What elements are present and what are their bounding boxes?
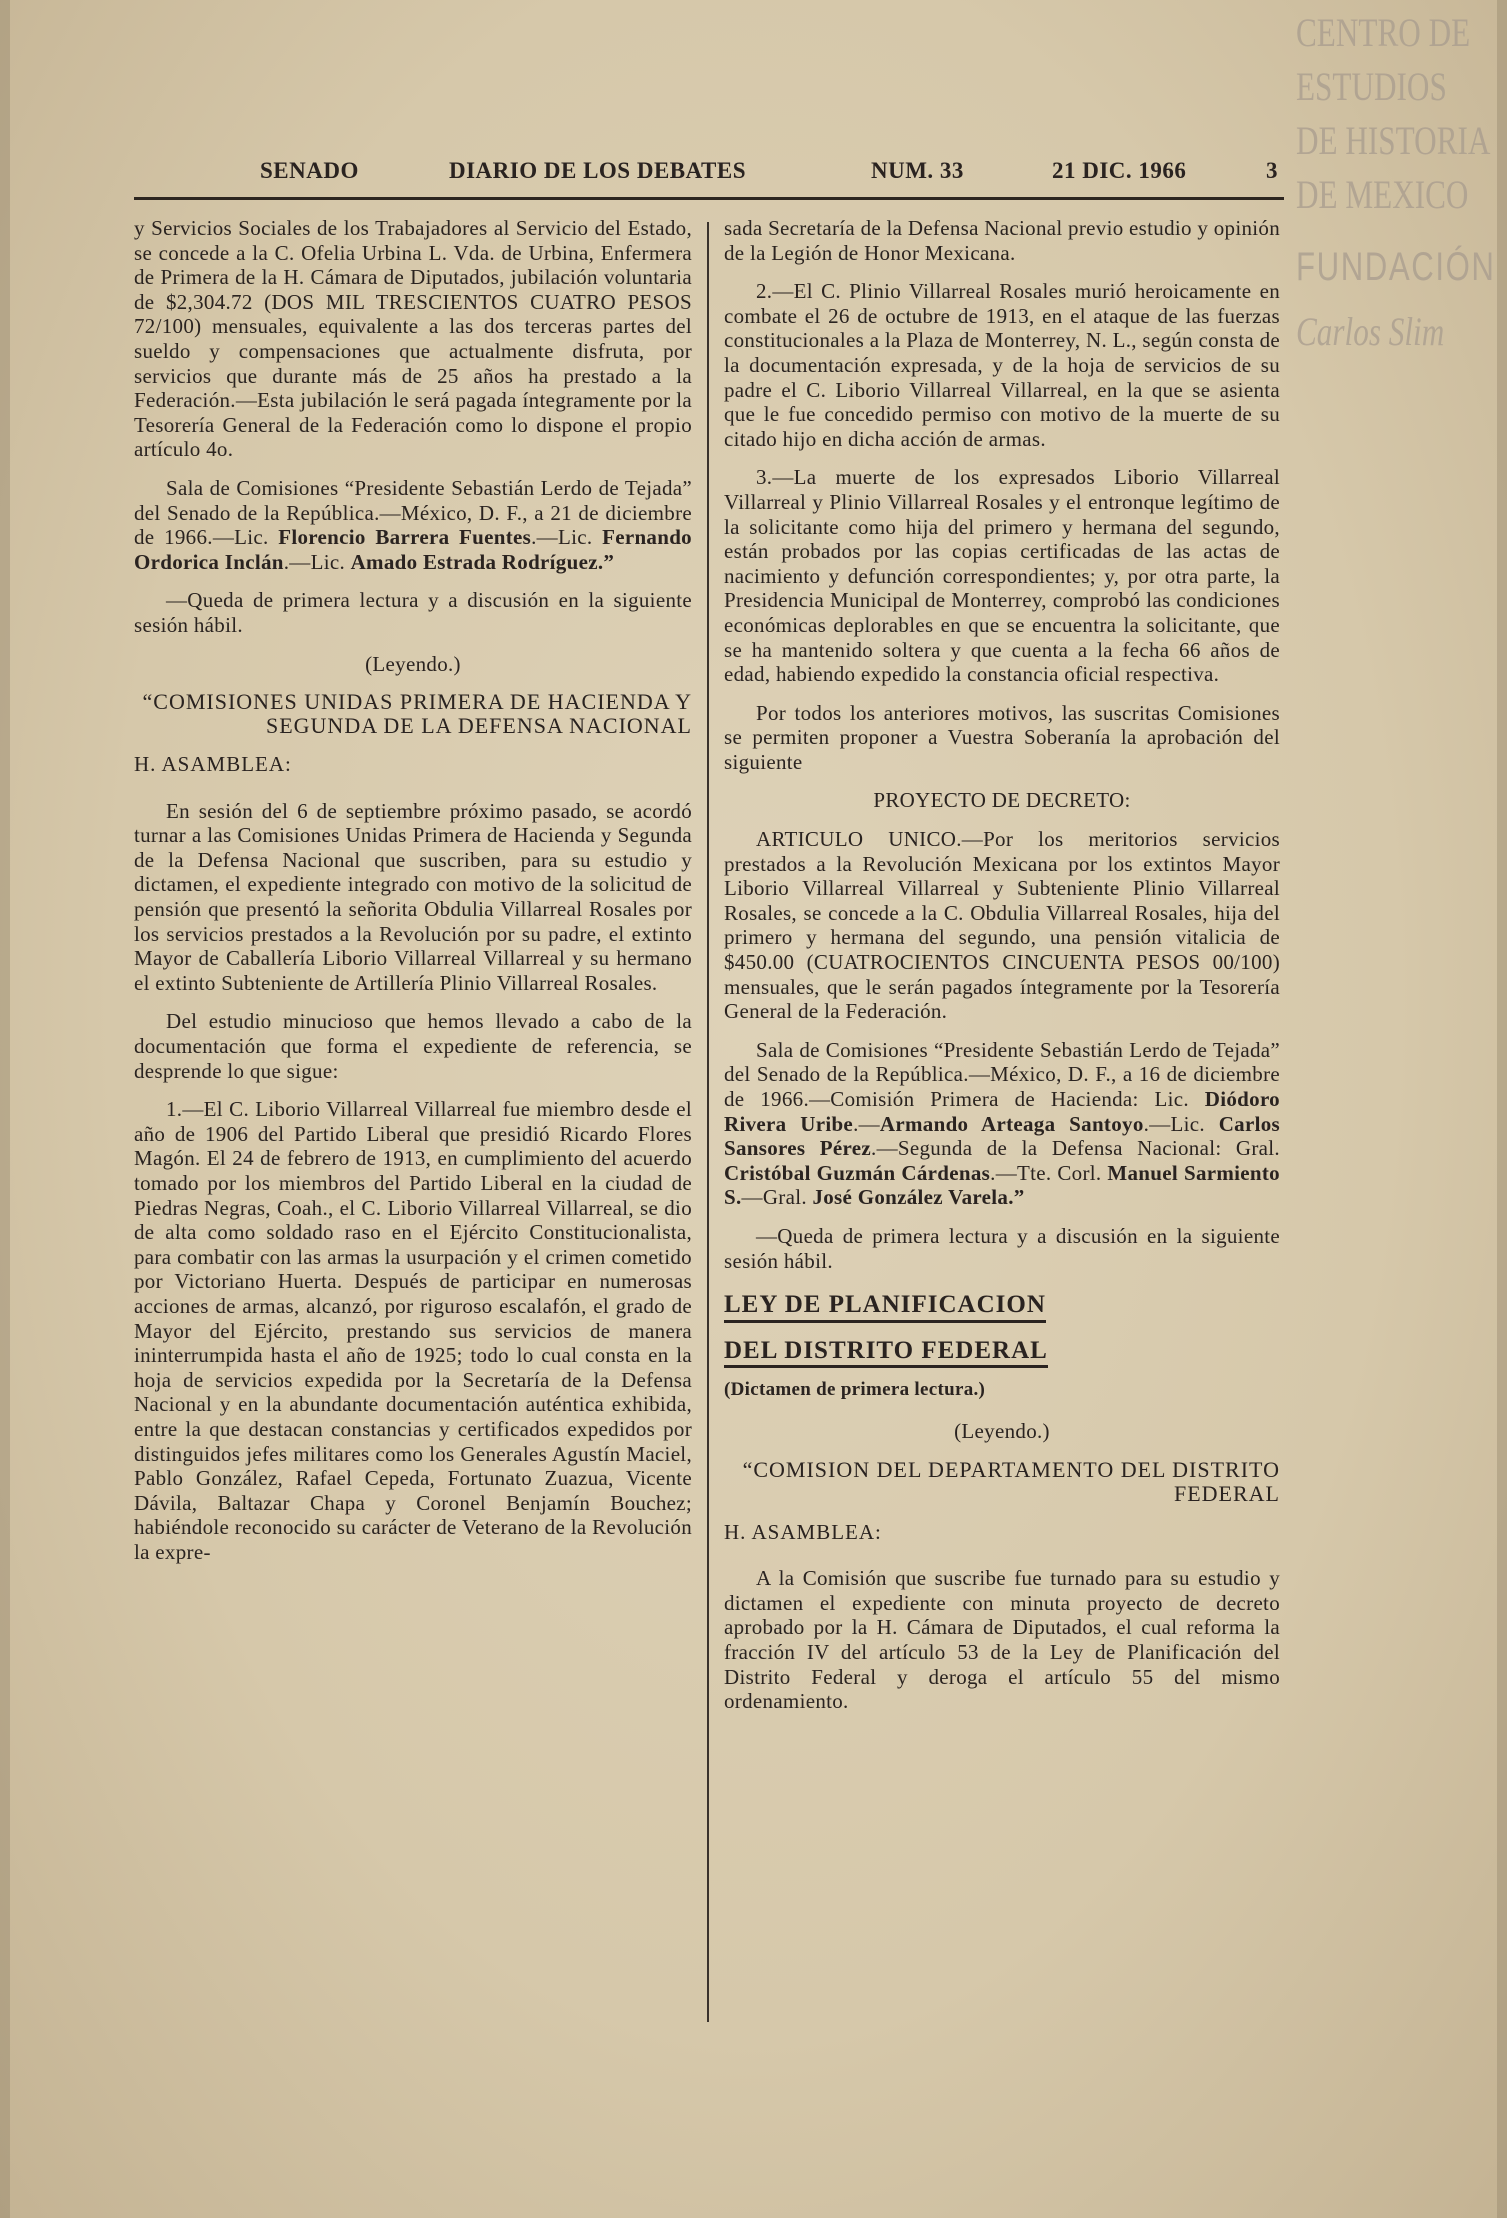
watermark-line: ESTUDIOS (1296, 64, 1447, 109)
header-title: DIARIO DE LOS DEBATES (449, 158, 747, 183)
signatory-name: Florencio Barrera Fuentes (278, 525, 532, 550)
signatory-name: Diódoro Rivera Uribe (724, 1087, 1280, 1136)
text-run: Del estudio minucioso que hemos llevado a cabo de la documentación que forma el expediente de referencia, se desprende lo que sigue: (134, 1009, 692, 1083)
text-run: Sala de Comisiones “Presidente Sebastián Lerdo de Tejada” del Senado de la República.—México, D. F., a 16 de diciembre de 1966.—Comisión Primera de Hacienda: Lic. (724, 1037, 1280, 1111)
text-run: (Dictamen de primera lectura.) (724, 1379, 986, 1401)
signatory-name: Manuel Sarmiento S. (724, 1160, 1280, 1210)
watermark-centro (1296, 6, 1490, 222)
text-run: .—Segunda de la Defensa Nacional: Gral. (871, 1136, 1280, 1161)
page-edge-left (0, 0, 10, 2218)
watermark-line: DE HISTORIA (1296, 118, 1491, 163)
text-run: (Leyendo.) (954, 1418, 1050, 1443)
text-run: 3.—La muerte de los expresados Liborio Villarreal Villarreal y Plinio Villarreal Rosales y el entronque legítimo de la solicitante como hija del primero y hermana del segundo, están probados por las copias certificadas de las actas de nacimiento y defunción correspondientes; y, por otra parte, la Presidencia Municipal de Monterrey, comprobó las condiciones económicas deplorables en que se encuentra la solicitante, que se ha mantenido soltera y que cuenta a la fecha 66 años de edad, habiendo expedido la constancia oficial respectiva. (724, 465, 1280, 687)
text-run: .—Lic. (283, 549, 351, 574)
paragraph (134, 588, 692, 637)
centered-note (724, 1419, 1280, 1444)
text-run: —Gral. (741, 1185, 813, 1210)
salutation (134, 752, 692, 777)
text-run: 1.—El C. Liborio Villarreal Villarreal fue miembro desde el año de 1906 del Partido Liberal que presidió Ricardo Flores Magón. El 24 de febrero de 1913, en cumplimiento del acuerdo tomado por los miembros del Partido Liberal en la ciudad de Piedras Negras, Coah., el C. Liborio Villarreal Villarreal, se dio de alta como soldado raso en el Ejército Constitucionalista, para combatir con las armas la usurpación y el crimen cometido por Victoriano Huerta. Después de participar en numerosas acciones de armas, alcanzó, por riguroso escalafón, el grado de Mayor del Ejército, prestando sus servicios de manera ininterrumpida hasta el año de 1925; todo lo cual consta en la hoja de servicios expedida por la Secretaría de la Defensa Nacional y en la abundante documentación auténtica exhibida, entre la que destacan constancias y certificados expedidos por distinguidos jefes militares como los Generales Agustín Maciel, Pablo González, Rafael Cepeda, Fortunato Zuazua, Vicente Dávila, Baltazar Chapa y Coronel Benjamín Bouchez; habiéndole reconocido su carácter de Veterano de la Revolución la expre- (134, 1097, 692, 1564)
text-run: —Queda de primera lectura y a discusión en la siguiente sesión hábil. (724, 1223, 1280, 1273)
centered-note (134, 652, 692, 677)
signatory-name: Amado Estrada Rodríguez.” (350, 549, 615, 574)
header-chamber: SENADO (260, 158, 359, 183)
text-run: PROYECTO DE DECRETO: (873, 788, 1131, 813)
signatory-name: Fernando Ordorica Inclán (134, 525, 692, 574)
watermark-fundacion: FUNDACIÓN (1296, 245, 1496, 289)
signatory-name: Cristóbal Guzmán Cárdenas (724, 1160, 991, 1185)
paragraph (724, 216, 1280, 265)
watermark-line: DE MEXICO (1296, 172, 1469, 217)
law-title (724, 1333, 1280, 1379)
text-run: 2.—El C. Plinio Villarreal Rosales murió heroicamente en combate el 26 de octubre de 1913, en el ataque de las fuerzas constitucionales a la Plaza de Monterrey, N. L., según consta de la documentación expresada, y de la hoja de servicios de su padre el C. Liborio Villarreal Villarreal, en la que se asienta que le fue concedido permiso con motivo de la muerte de su citado hijo en dicha acción de armas. (724, 279, 1280, 451)
text-run: LEY DE PLANIFICACION (724, 1291, 1046, 1319)
text-run: ARTICULO UNICO.—Por los meritorios servicios prestados a la Revolución Mexicana por los extintos Mayor Liborio Villarreal Villarreal y Subteniente Plinio Villarreal Rosales, se concede a la C. Obdulia Villarreal Rosales, hija del primero y hermana del segundo, una pensión vitalicia de $450.00 (CUATROCIENTOS CINCUENTA PESOS 00/100) mensuales, que le serán pagados íntegramente por la Tesorería General de la Federación. (724, 827, 1280, 1024)
text-run: Por todos los anteriores motivos, las suscritas Comisiones se permiten proponer a Vuestra Soberanía la aprobación del siguiente (724, 700, 1280, 774)
paragraph (134, 1097, 692, 1564)
text-run: —Queda de primera lectura y a discusión en la siguiente sesión hábil. (134, 588, 692, 637)
paragraph (724, 1038, 1280, 1210)
salutation (724, 1520, 1280, 1545)
watermark-line: CENTRO DE (1296, 10, 1471, 55)
paragraph (724, 1566, 1280, 1714)
signatory-name: Armando Arteaga Santoyo (879, 1111, 1144, 1136)
section-heading (134, 690, 692, 738)
paragraph (724, 827, 1280, 1024)
page-edge-right (1497, 0, 1507, 2218)
text-run: Sala de Comisiones “Presidente Sebastián Lerdo de Tejada” del Senado de la República.—México, D. F., a 21 de diciembre de 1966.—Lic. (134, 475, 692, 550)
header-date: 21 DIC. 1966 (1052, 158, 1187, 183)
law-title (724, 1287, 1280, 1333)
paragraph (724, 1224, 1280, 1273)
column-divider (707, 222, 709, 2022)
header-page-number: 3 (1266, 158, 1278, 183)
text-run: DEL DISTRITO FEDERAL (724, 1336, 1048, 1364)
section-heading (724, 1458, 1280, 1506)
text-run: A la Comisión que suscribe fue turnado para su estudio y dictamen el expediente con minuta proyecto de decreto aprobado por la H. Cámara de Diputados, el cual reforma la fracción IV del artículo 53 de la Ley de Planificación del Distrito Federal y deroga el artículo 55 del mismo ordenamiento. (724, 1566, 1280, 1714)
paragraph (724, 465, 1280, 686)
text-run: .— (853, 1111, 880, 1136)
paragraph (724, 279, 1280, 451)
text-run: “COMISION DEL DEPARTAMENTO DEL DISTRITO FEDERAL (742, 1456, 1280, 1506)
text-run: .—Lic. (531, 525, 603, 550)
paragraph (134, 476, 692, 574)
centered-note (724, 788, 1280, 813)
paragraph (134, 216, 692, 462)
text-run: “COMISIONES UNIDAS PRIMERA DE HACIENDA Y SEGUNDA DE LA DEFENSA NACIONAL (142, 689, 692, 739)
paragraph (134, 799, 692, 996)
text-run: En sesión del 6 de septiembre próximo pasado, se acordó turnar a las Comisiones Unidas Primera de Hacienda y Segunda de la Defensa Nacional que suscriben, para su estudio y dictamen, el expediente integrado con motivo de la solicitud de pensión que presentó la señorita Obdulia Villarreal Rosales por los servicios prestados a la Revolución por su padre, el extinto Mayor de Caballería Liborio Villarreal Villarreal y su hermano el extinto Subteniente de Artillería Plinio Villarreal Rosales. (134, 798, 692, 995)
right-column (724, 216, 1280, 1728)
text-run: .—Tte. Corl. (990, 1160, 1108, 1185)
watermark-signature: Carlos Slim (1296, 309, 1445, 354)
text-run: (Leyendo.) (365, 651, 461, 676)
text-run: H. ASAMBLEA: (724, 1519, 882, 1544)
header-rule (134, 197, 1284, 200)
signatory-name: José González Varela.” (812, 1185, 1025, 1210)
left-column (134, 216, 692, 1579)
text-run: y Servicios Sociales de los Trabajadores al Servicio del Estado, se concede a la C. Ofelia Urbina L. Vda. de Urbina, Enfermera de Primera de la H. Cámara de Diputados, jubilación voluntaria de $2,304.72 (DOS MIL TRESCIENTOS CUATRO PESOS 72/100) mensuales, equivalente a las dos terceras partes del sueldo y compensaciones que actualmente disfruta, por servicios que durante más de 25 años ha prestado a la Federación.—Esta jubilación le será pagada íntegramente por la Tesorería General de la Federación como lo dispone el propio artículo 4o. (134, 216, 692, 462)
subtitle-note (724, 1378, 1280, 1403)
text-run: H. ASAMBLEA: (134, 752, 292, 777)
paragraph (724, 701, 1280, 775)
paragraph (134, 1009, 692, 1083)
page-header (134, 158, 1284, 188)
text-run: sada Secretaría de la Defensa Nacional previo estudio y opinión de la Legión de Honor Mexicana. (724, 216, 1280, 265)
signatory-name: Carlos Sansores Pérez (724, 1111, 1281, 1161)
header-number: NUM. 33 (871, 158, 964, 183)
text-run: .—Lic. (1143, 1111, 1219, 1136)
